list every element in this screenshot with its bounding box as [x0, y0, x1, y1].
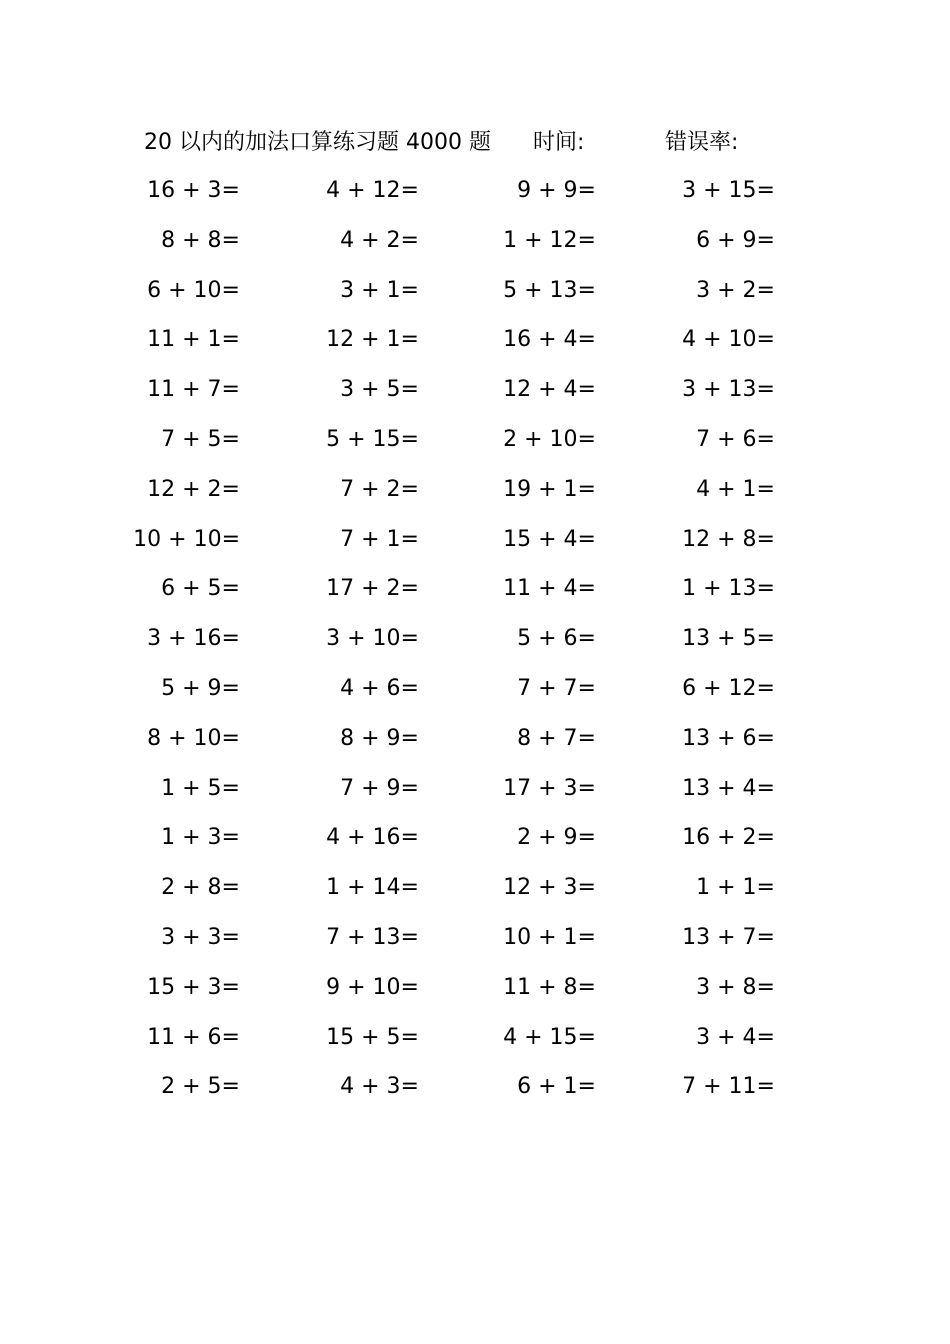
problem-item: 16 + 2= [682, 825, 775, 851]
problem-item: 2 + 5= [161, 1074, 240, 1100]
problem-item: 2 + 8= [161, 875, 240, 901]
problem-item: 7 + 6= [696, 426, 775, 452]
problem-item: 4 + 2= [340, 227, 419, 253]
problem-item: 2 + 10= [503, 426, 596, 452]
problem-item: 12 + 3= [503, 875, 596, 901]
problem-item: 17 + 2= [326, 576, 419, 602]
problem-item: 13 + 5= [682, 626, 775, 652]
problem-row [0, 919, 950, 969]
problem-item: 4 + 12= [326, 178, 419, 203]
problem-item: 3 + 13= [682, 377, 775, 403]
worksheet-header [0, 126, 950, 160]
problem-item: 16 + 4= [503, 327, 596, 353]
problem-item: 7 + 13= [326, 924, 419, 950]
problem-row [0, 471, 950, 521]
problem-item: 1 + 12= [503, 227, 596, 253]
problem-item: 12 + 8= [682, 526, 775, 552]
problem-row [0, 570, 950, 620]
problem-item: 8 + 10= [147, 725, 240, 751]
problem-item: 7 + 7= [517, 675, 596, 701]
problem-item: 1 + 14= [326, 875, 419, 901]
problem-item: 10 + 1= [503, 924, 596, 950]
problem-row [0, 819, 950, 869]
problem-item: 3 + 2= [696, 277, 775, 303]
problem-item: 3 + 5= [340, 377, 419, 403]
problem-item: 1 + 1= [696, 875, 775, 901]
problem-item: 11 + 8= [503, 974, 596, 1000]
problem-row [0, 222, 950, 272]
problem-row [0, 421, 950, 471]
problem-row [0, 720, 950, 770]
problem-item: 6 + 10= [147, 277, 240, 303]
problem-item: 7 + 9= [340, 775, 419, 801]
problem-row [0, 172, 950, 222]
problem-row [0, 321, 950, 371]
problem-row [0, 869, 950, 919]
problem-item: 13 + 6= [682, 725, 775, 751]
problem-row [0, 620, 950, 670]
problem-item: 9 + 9= [517, 178, 596, 203]
problem-item: 3 + 4= [696, 1024, 775, 1050]
problem-item: 6 + 1= [517, 1074, 596, 1100]
problem-item: 10 + 10= [133, 526, 240, 552]
problem-item: 12 + 1= [326, 327, 419, 353]
worksheet-title: 20 以内的加法口算练习题 4000 题 [144, 130, 491, 155]
problem-item: 15 + 3= [147, 974, 240, 1000]
problem-row [0, 521, 950, 571]
problem-item: 3 + 10= [326, 626, 419, 652]
problem-item: 15 + 4= [503, 526, 596, 552]
problem-item: 8 + 7= [517, 725, 596, 751]
problem-item: 7 + 2= [340, 476, 419, 502]
problem-item: 13 + 7= [682, 924, 775, 950]
problem-row [0, 670, 950, 720]
problem-item: 13 + 4= [682, 775, 775, 801]
problem-item: 4 + 15= [503, 1024, 596, 1050]
problem-item: 5 + 13= [503, 277, 596, 303]
problem-item: 3 + 8= [696, 974, 775, 1000]
problem-item: 4 + 3= [340, 1074, 419, 1100]
problem-item: 6 + 5= [161, 576, 240, 602]
problem-item: 7 + 1= [340, 526, 419, 552]
problem-item: 1 + 5= [161, 775, 240, 801]
problem-item: 3 + 16= [147, 626, 240, 652]
problem-item: 11 + 6= [147, 1024, 240, 1050]
problem-item: 5 + 6= [517, 626, 596, 652]
problem-item: 8 + 8= [161, 227, 240, 253]
problem-item: 16 + 3= [147, 178, 240, 203]
problem-item: 3 + 15= [682, 178, 775, 203]
problem-item: 7 + 5= [161, 426, 240, 452]
problem-item: 11 + 7= [147, 377, 240, 403]
problem-item: 4 + 10= [682, 327, 775, 353]
problem-item: 4 + 16= [326, 825, 419, 851]
problem-item: 8 + 9= [340, 725, 419, 751]
problem-item: 15 + 5= [326, 1024, 419, 1050]
problem-item: 5 + 15= [326, 426, 419, 452]
problem-item: 1 + 13= [682, 576, 775, 602]
problem-item: 9 + 10= [326, 974, 419, 1000]
problem-item: 5 + 9= [161, 675, 240, 701]
problem-item: 12 + 2= [147, 476, 240, 502]
problem-item: 6 + 12= [682, 675, 775, 701]
problem-item: 4 + 6= [340, 675, 419, 701]
problem-row [0, 272, 950, 322]
problem-row [0, 1068, 950, 1118]
problem-item: 4 + 1= [696, 476, 775, 502]
problem-item: 17 + 3= [503, 775, 596, 801]
problem-item: 12 + 4= [503, 377, 596, 403]
problem-row [0, 770, 950, 820]
time-label: 时间: [533, 130, 585, 155]
problem-row [0, 969, 950, 1019]
problem-item: 1 + 3= [161, 825, 240, 851]
problem-item: 6 + 9= [696, 227, 775, 253]
problem-item: 7 + 11= [682, 1074, 775, 1100]
problem-item: 2 + 9= [517, 825, 596, 851]
problem-item: 11 + 1= [147, 327, 240, 353]
problem-item: 3 + 1= [340, 277, 419, 303]
problem-row [0, 1019, 950, 1069]
problem-item: 19 + 1= [503, 476, 596, 502]
error-rate-label: 错误率: [665, 130, 739, 155]
problem-row [0, 371, 950, 421]
problem-item: 11 + 4= [503, 576, 596, 602]
problem-grid [0, 172, 950, 1118]
problem-item: 3 + 3= [161, 924, 240, 950]
